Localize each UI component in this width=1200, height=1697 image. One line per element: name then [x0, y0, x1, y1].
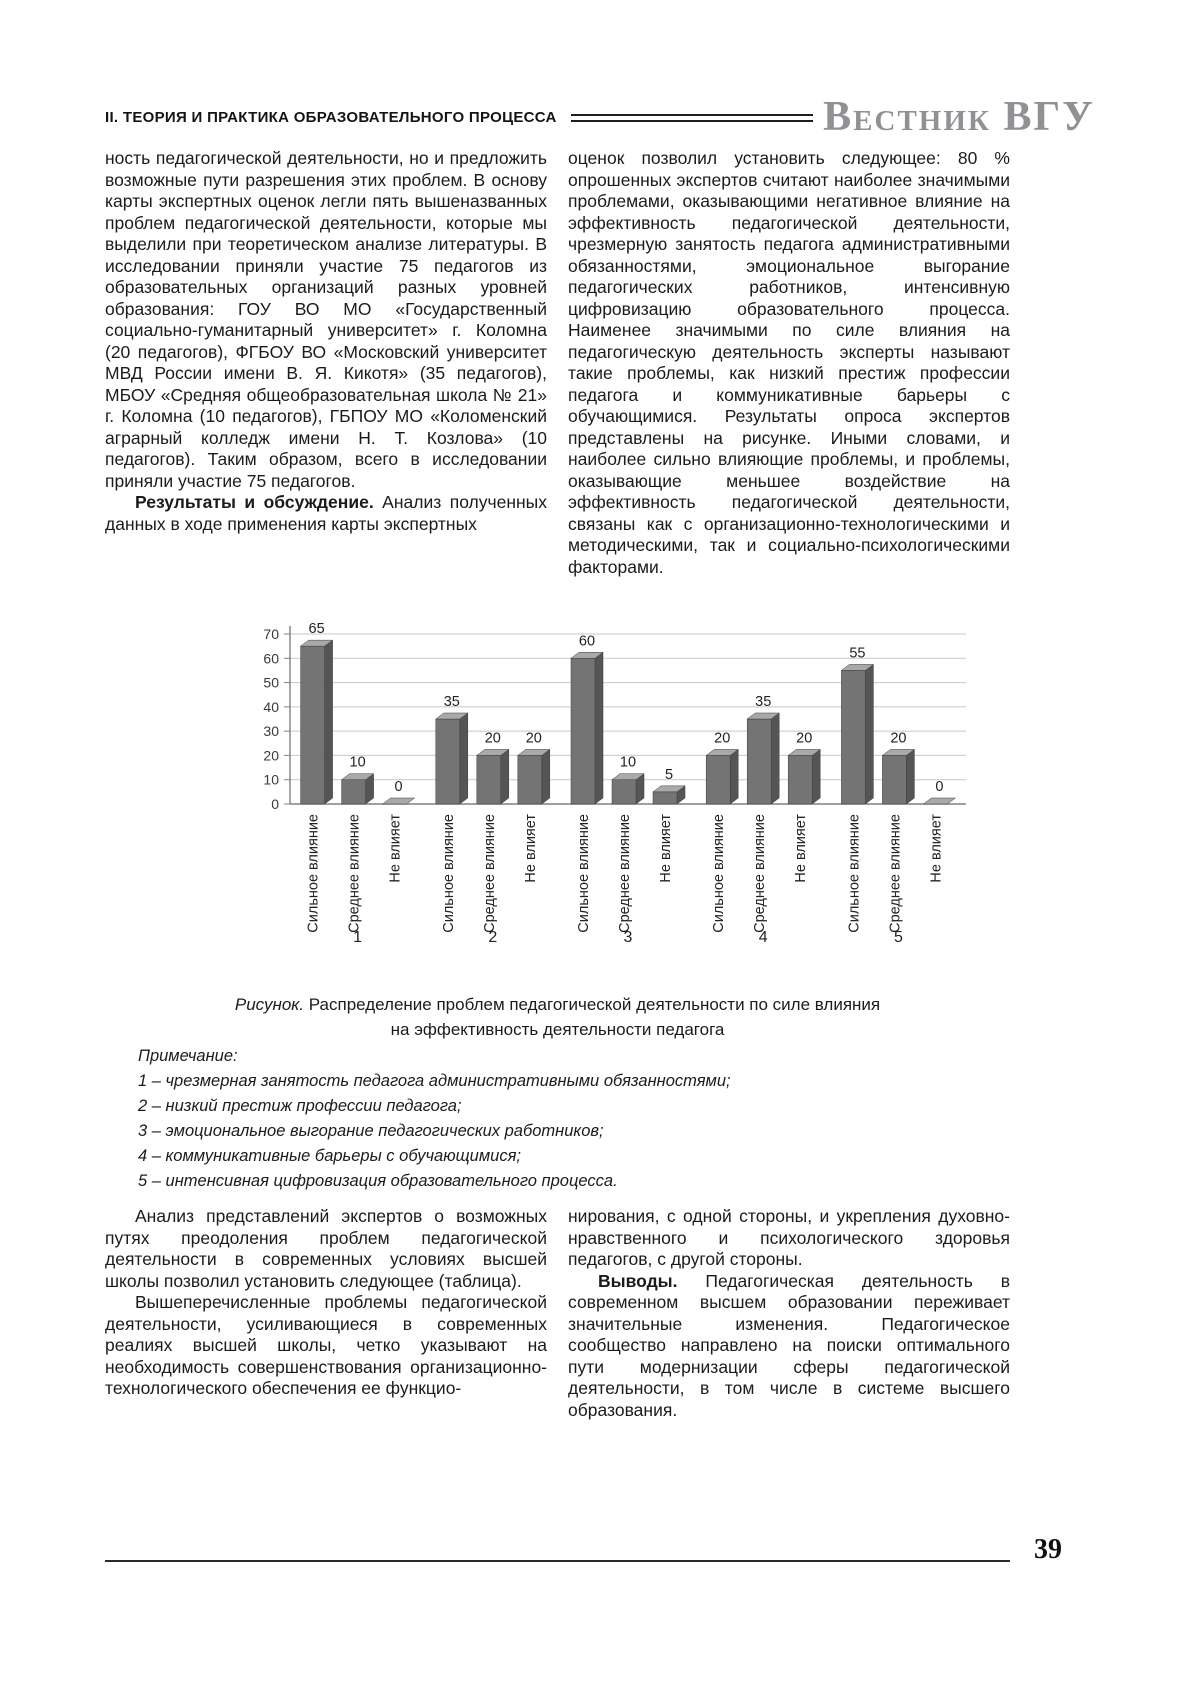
bar-chart-svg	[226, 612, 971, 956]
bar-side-face	[460, 713, 468, 804]
bar	[612, 780, 636, 804]
figure-notes	[138, 1044, 1018, 1194]
category-label: Не влияет	[793, 814, 810, 883]
notes-list	[138, 1069, 1018, 1194]
paragraph: оценок позволил установить следующее: 80 % опрошенных экспертов считают наиболее значимыми проблемами, оказывающими негативное влияние на эффективность педагогической деятельности, чрезмерную занятость педагога административными обязанностями, эмоциональное выгорание педагогических работников, интенсивную цифровизацию образовательного процесса. Наименее значимыми по силе влияния на педагогическую деятельность эксперты называют такие проблемы, как низкий престиж профессии педагога и коммуникативные барьеры с обучающимися. Результаты опроса экспертов представлены на рисунке. Иными словами, и наиболее сильно влияющие проблемы, и проблемы, оказывающие меньшее воздействие на эффективность педагогической деятельности, связаны как с организационно-технологическими и методическими, так и социально-психологическими факторами.	[568, 148, 1010, 577]
bar	[342, 780, 366, 804]
category-label: Среднее влияние	[481, 814, 498, 933]
y-tick-label: 40	[263, 698, 279, 715]
category-label: Не влияет	[658, 814, 674, 883]
value-label: 60	[578, 633, 596, 650]
bar-side-face	[595, 652, 603, 804]
figure-caption-label: Рисунок.	[234, 995, 305, 1014]
value-label: 10	[349, 754, 366, 771]
header-divider-line	[571, 114, 813, 122]
group-number-label: 2	[488, 929, 498, 946]
bar-side-face	[865, 664, 873, 804]
page-number: 39	[1034, 1534, 1062, 1565]
bar-zero-face	[923, 798, 955, 804]
value-label: 20	[796, 730, 813, 747]
value-label: 10	[619, 754, 637, 771]
value-label: 0	[394, 779, 403, 795]
note-item: 2 – низкий престиж профессии педагога;	[138, 1097, 462, 1115]
figure-bar-chart	[226, 612, 971, 961]
bar	[571, 658, 595, 804]
bar	[653, 792, 677, 804]
category-label: Сильное влияние	[711, 814, 728, 933]
value-label: 20	[525, 730, 542, 747]
y-tick-label: 50	[263, 674, 279, 691]
column-top-right	[568, 148, 1010, 578]
bar-side-face	[730, 749, 738, 804]
group-number-label: 1	[353, 929, 363, 946]
bar-side-face	[325, 640, 333, 804]
category-label: Среднее влияние	[617, 814, 633, 933]
figure-caption	[105, 992, 1010, 1042]
journal-logo: Вестник ВГУ	[823, 94, 1095, 140]
bar-side-face	[542, 749, 550, 804]
column-bottom-left	[105, 1206, 547, 1400]
footer-rule	[105, 1560, 1010, 1562]
value-label: 35	[443, 694, 460, 710]
section-title: II. ТЕОРИЯ И ПРАКТИКА ОБРАЗОВАТЕЛЬНОГО ПРОЦЕССА	[105, 108, 557, 126]
value-label: 35	[755, 694, 772, 710]
bar	[882, 755, 906, 804]
figure-caption-line2: на эффективность деятельности педагога	[390, 1020, 725, 1039]
note-item: 1 – чрезмерная занятость педагога административными обязанностями;	[138, 1072, 731, 1090]
group-number-label: 4	[758, 929, 768, 946]
bar	[788, 755, 812, 804]
notes-title: Примечание:	[138, 1047, 238, 1065]
note-item: 4 – коммуникативные барьеры с обучающимися;	[138, 1147, 521, 1165]
category-label: Не влияет	[387, 814, 404, 883]
value-label: 55	[849, 645, 866, 662]
y-tick-label: 60	[263, 650, 279, 667]
note-item: 3 – эмоциональное выгорание педагогических работников;	[138, 1122, 604, 1140]
bar	[747, 719, 771, 804]
value-label: 65	[308, 621, 325, 638]
bar-side-face	[812, 749, 820, 804]
paragraph-lead: Результаты и обсуждение.	[135, 492, 383, 512]
y-tick-label: 20	[263, 747, 279, 764]
paragraph: Анализ представлений экспертов о возможных путях преодоления проблем педагогической деятельности в современных условиях высшей школы позволил установить следующее (таблица).	[105, 1206, 547, 1291]
bar	[436, 719, 460, 804]
y-tick-label: 10	[263, 771, 279, 788]
paragraph: ность педагогической деятельности, но и предложить возможные пути разрешения этих проблем. В основу карты экспертных оценок легли пять вышеназванных проблем педагогической деятельности, которые мы выделили при теоретическом анализе литературы. В исследовании приняли участие 75 педагогов из образовательных организаций разных уровней образования: ГОУ ВО МО «Государственный социально-гуманитарный университет» г. Коломна (20 педагогов), ФГБОУ ВО «Московский университет МВД России имени В. Я. Кикотя» (35 педагогов), МБОУ «Средняя общеобразовательная школа № 21» г. Коломна (10 педагогов), ГБПОУ МО «Коломенский аграрный колледж имени Н. Т. Козлова» (10 педагогов). Таким образом, всего в исследовании приняли участие 75 педагогов.	[105, 148, 547, 491]
y-tick-label: 0	[271, 796, 279, 812]
bar	[477, 755, 501, 804]
paragraph: Вышеперечисленные проблемы педагогической деятельности, усиливающиеся в современных реалиях высшей школы, четко указывают на необходимость совершенствования организационно-технологического обеспечения ее функцио-	[105, 1292, 547, 1398]
value-label: 5	[664, 766, 674, 783]
group-number-label: 5	[893, 929, 903, 946]
y-tick-label: 70	[263, 626, 279, 642]
note-item: 5 – интенсивная цифровизация образовательного процесса.	[138, 1172, 618, 1190]
bar-side-face	[906, 749, 914, 804]
paragraph: нирования, с одной стороны, и укрепления духовно-нравственного и психологического здоровья педагогов, с другой стороны.	[568, 1206, 1010, 1269]
category-label: Среднее влияние	[752, 814, 769, 933]
bar	[841, 670, 865, 804]
category-label: Сильное влияние	[305, 814, 322, 933]
bar	[706, 755, 730, 804]
figure-caption-line1: Распределение проблем педагогической деятельности по силе влияния	[308, 995, 881, 1014]
y-tick-label: 30	[263, 723, 279, 740]
bar-side-face	[501, 749, 509, 804]
bar-zero-face	[383, 798, 415, 804]
bar	[518, 755, 542, 804]
paragraph-lead: Выводы.	[598, 1270, 706, 1291]
category-label: Сильное влияние	[440, 814, 457, 933]
bar	[301, 646, 325, 804]
value-label: 20	[484, 730, 501, 747]
value-label: 20	[890, 730, 907, 747]
page-header	[105, 96, 1095, 138]
group-number-label: 3	[623, 929, 633, 946]
category-label: Не влияет	[928, 814, 945, 883]
category-label: Сильное влияние	[576, 814, 592, 933]
value-label: 0	[935, 779, 944, 795]
category-label: Не влияет	[522, 814, 539, 883]
category-label: Среднее влияние	[346, 814, 363, 933]
category-label: Среднее влияние	[887, 814, 904, 933]
paragraph: Результаты и обсуждение. Анализ полученных данных в ходе применения карты экспертных	[105, 492, 548, 534]
column-bottom-right	[568, 1206, 1010, 1421]
bar-side-face	[771, 713, 779, 804]
value-label: 20	[714, 730, 731, 747]
column-top-left	[105, 148, 547, 535]
category-label: Сильное влияние	[846, 814, 863, 933]
paragraph: Выводы. Педагогическая деятельность в современном высшем образовании переживает значительные изменения. Педагогическое сообщество направлено на поиски оптимального пути модернизации сферы педагогической деятельности, в том числе в системе высшего образования.	[568, 1270, 1010, 1420]
